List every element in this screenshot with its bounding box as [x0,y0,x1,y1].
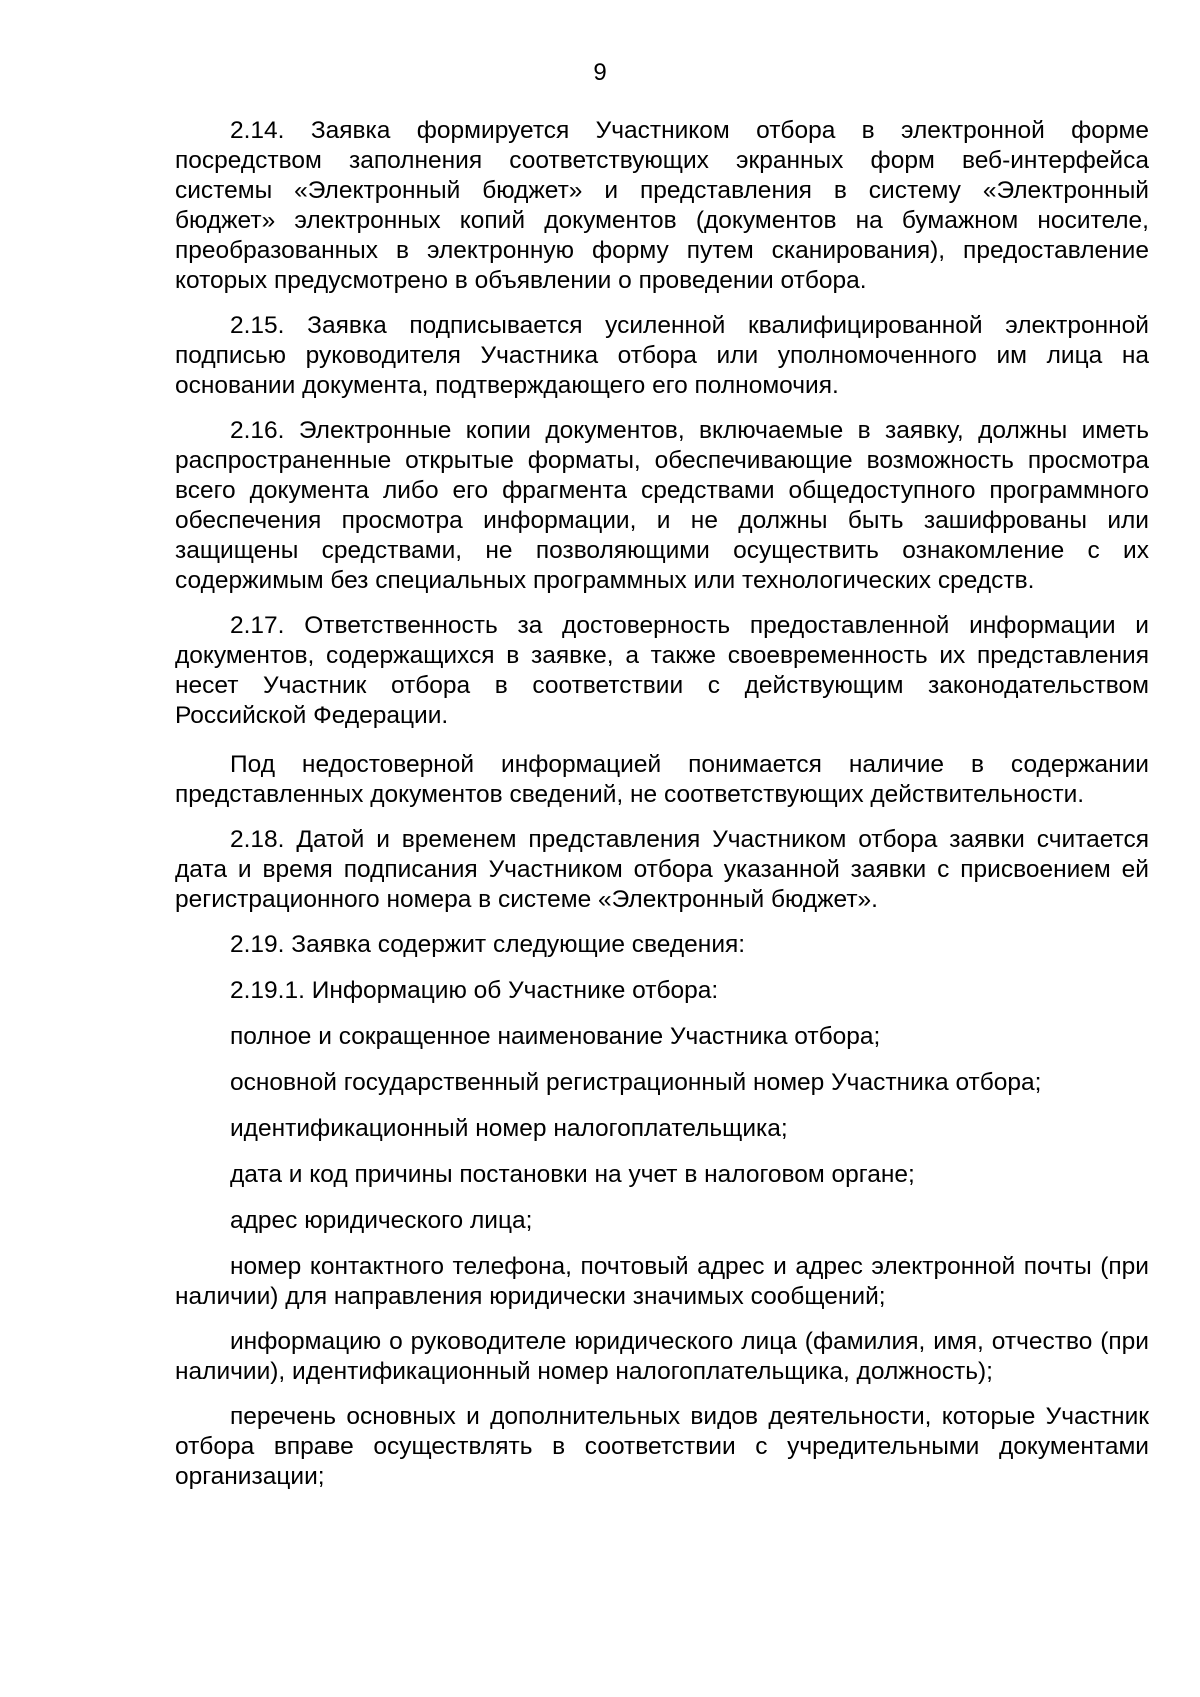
paragraph-2-15: 2.15. Заявка подписывается усиленной квалифицированной электронной подписью руководителя Участника отбора или уполномоченного им лица на основании документа, подтверждающего его полномочия. [175,312,1149,399]
list-item-name: полное и сокращенное наименование Участника отбора; [230,1023,881,1050]
list-item-ogrn: основной государственный регистрационный номер Участника отбора; [230,1069,1042,1096]
paragraph-2-14: 2.14. Заявка формируется Участником отбора в электронной форме посредством заполнения соответствующих экранных форм веб-интерфейса системы «Электронный бюджет» и представления в систему «Электронный бюджет» электронных копий документов (документов на бумажном носителе, преобразованных в электронную форму путем сканирования), предоставление которых предусмотрено в объявлении о проведении отбора. [175,117,1149,294]
list-item-contacts: номер контактного телефона, почтовый адрес и адрес электронной почты (при наличии) для направления юридически значимых сообщений; [175,1253,1149,1310]
list-item-kpp: дата и код причины постановки на учет в налоговом органе; [230,1161,915,1188]
page-number: 9 [593,59,607,86]
paragraph-unreliable-info: Под недостоверной информацией понимается наличие в содержании представленных документов сведений, не соответствующих действительности. [175,751,1149,808]
list-item-director: информацию о руководителе юридического лица (фамилия, имя, отчество (при наличии), идентификационный номер налогоплательщика, должность); [175,1328,1149,1385]
list-item-address: адрес юридического лица; [230,1207,533,1234]
paragraph-2-16: 2.16. Электронные копии документов, включаемые в заявку, должны иметь распространенные открытые форматы, обеспечивающие возможность просмотра всего документа либо его фрагмента средствами общедоступного программного обеспечения просмотра информации, и не должны быть зашифрованы или защищены средствами, не позволяющими осуществить ознакомление с их содержимым без специальных программных или технологических средств. [175,417,1149,594]
paragraph-2-19-1: 2.19.1. Информацию об Участнике отбора: [230,977,719,1004]
paragraph-2-18: 2.18. Датой и временем представления Участником отбора заявки считается дата и время подписания Участником отбора указанной заявки с присвоением ей регистрационного номера в системе «Электронный бюджет». [175,826,1149,913]
document-body [175,116,1149,1507]
paragraph-2-19: 2.19. Заявка содержит следующие сведения: [230,931,746,958]
list-item-activities: перечень основных и дополнительных видов деятельности, которые Участник отбора вправе осуществлять в соответствии с учредительными документами организации; [175,1403,1149,1490]
list-item-inn: идентификационный номер налогоплательщика; [230,1115,788,1142]
paragraph-2-17: 2.17. Ответственность за достоверность предоставленной информации и документов, содержащихся в заявке, а также своевременность их представления несет Участник отбора в соответствии с действующим законодательством Российской Федерации. [175,612,1149,729]
